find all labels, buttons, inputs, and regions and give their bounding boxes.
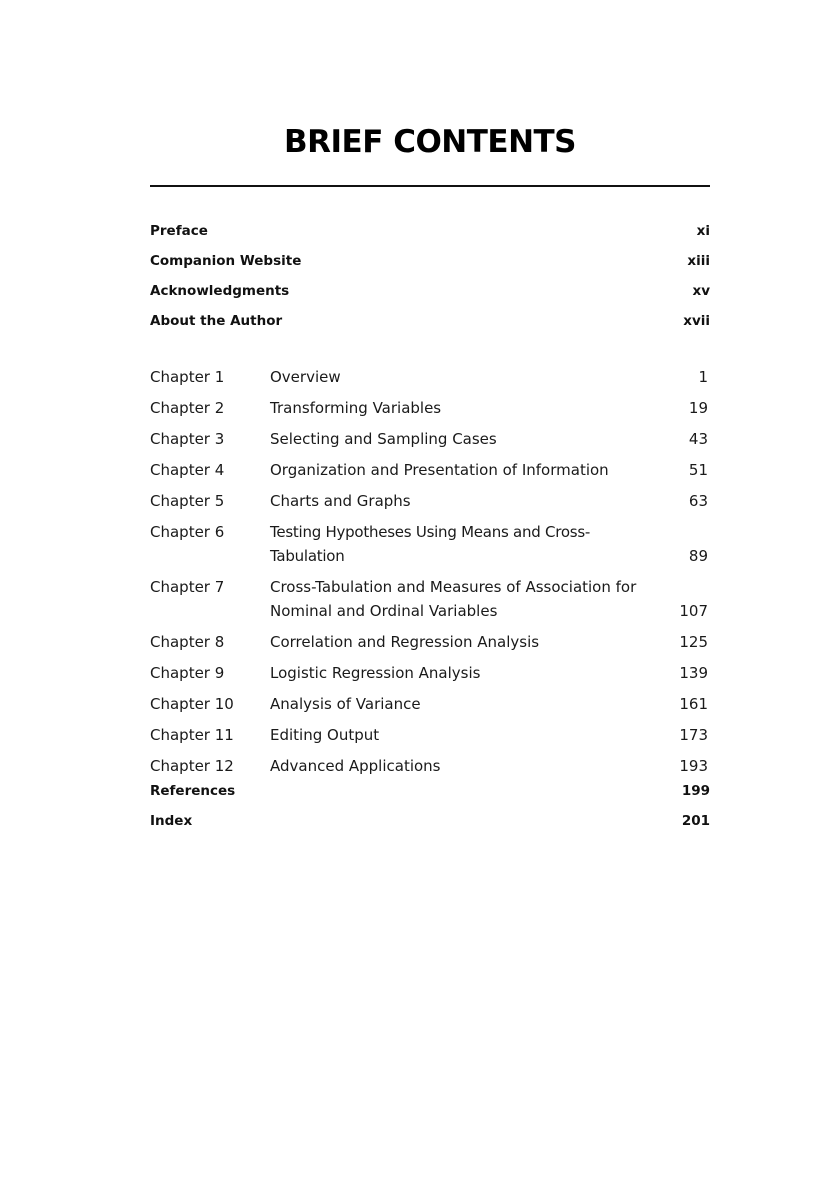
chapter-title: Logistic Regression Analysis bbox=[270, 664, 481, 682]
chapter-page: 63 bbox=[688, 492, 708, 510]
toc-entry-preface[interactable] bbox=[150, 221, 710, 251]
chapter-number: Chapter 7 bbox=[150, 578, 225, 596]
chapter-title: Correlation and Regression Analysis bbox=[270, 633, 540, 651]
chapter-page: 161 bbox=[679, 695, 708, 713]
chapter-number: Chapter 2 bbox=[150, 399, 225, 417]
toc-chapter-5[interactable] bbox=[150, 489, 710, 513]
toc-chapter-1[interactable] bbox=[150, 365, 710, 389]
toc-chapter-4[interactable] bbox=[150, 458, 710, 482]
toc-chapter-11[interactable] bbox=[150, 723, 710, 747]
toc-entry-index[interactable] bbox=[150, 811, 710, 841]
toc-chapter-3[interactable] bbox=[150, 427, 710, 451]
entry-page: 199 bbox=[681, 783, 710, 799]
toc-entry-references[interactable] bbox=[150, 781, 710, 811]
chapter-title: Charts and Graphs bbox=[270, 492, 411, 510]
chapter-page: 107 bbox=[679, 602, 708, 620]
toc-chapter-7[interactable] bbox=[150, 575, 710, 623]
chapter-number: Chapter 9 bbox=[150, 664, 225, 682]
toc-chapter-12[interactable] bbox=[150, 754, 710, 778]
toc-chapter-10[interactable] bbox=[150, 692, 710, 716]
toc-entry-companion-website[interactable] bbox=[150, 251, 710, 281]
entry-label: References bbox=[150, 783, 236, 799]
chapter-number: Chapter 5 bbox=[150, 492, 225, 510]
chapter-page: 193 bbox=[679, 757, 708, 775]
chapter-number: Chapter 1 bbox=[150, 368, 225, 386]
chapter-page: 19 bbox=[688, 399, 708, 417]
chapter-page: 51 bbox=[688, 461, 708, 479]
entry-label: Acknowledgments bbox=[150, 283, 290, 299]
chapter-page: 139 bbox=[679, 664, 708, 682]
entry-page: xiii bbox=[687, 253, 710, 269]
entry-label: Index bbox=[150, 813, 193, 829]
chapter-title: Editing Output bbox=[270, 726, 380, 744]
chapter-title: Advanced Applications bbox=[270, 757, 441, 775]
chapter-title: Organization and Presentation of Information bbox=[270, 461, 609, 479]
chapter-number: Chapter 4 bbox=[150, 461, 225, 479]
chapter-title: Analysis of Variance bbox=[270, 695, 421, 713]
chapter-number: Chapter 3 bbox=[150, 430, 225, 448]
toc-chapter-8[interactable] bbox=[150, 630, 710, 654]
chapter-title: Overview bbox=[270, 368, 341, 386]
toc-entry-acknowledgments[interactable] bbox=[150, 281, 710, 311]
entry-page: 201 bbox=[681, 813, 710, 829]
back-matter-list bbox=[150, 781, 710, 841]
chapter-number: Chapter 10 bbox=[150, 695, 234, 713]
entry-page: xv bbox=[692, 283, 710, 299]
chapter-number: Chapter 8 bbox=[150, 633, 225, 651]
chapter-page: 1 bbox=[698, 368, 708, 386]
chapter-title: Transforming Variables bbox=[270, 399, 442, 417]
chapter-list bbox=[150, 365, 710, 785]
entry-page: xvii bbox=[683, 313, 710, 329]
page-title: BRIEF CONTENTS bbox=[284, 124, 576, 160]
front-matter-list bbox=[150, 221, 710, 341]
toc-chapter-9[interactable] bbox=[150, 661, 710, 685]
toc-chapter-6[interactable] bbox=[150, 520, 710, 568]
chapter-number: Chapter 11 bbox=[150, 726, 234, 744]
entry-page: xi bbox=[696, 223, 710, 239]
chapter-page: 173 bbox=[679, 726, 708, 744]
chapter-title: Testing Hypotheses Using Means and Cross-Tabulation bbox=[270, 523, 591, 565]
chapter-page: 43 bbox=[688, 430, 708, 448]
entry-label: Preface bbox=[150, 223, 208, 239]
chapter-number: Chapter 12 bbox=[150, 757, 234, 775]
chapter-number: Chapter 6 bbox=[150, 523, 225, 541]
entry-label: About the Author bbox=[150, 313, 283, 329]
toc-entry-about-the-author[interactable] bbox=[150, 311, 710, 341]
chapter-title: Cross-Tabulation and Measures of Association for Nominal and Ordinal Variables bbox=[270, 578, 637, 620]
title-divider bbox=[150, 185, 710, 187]
entry-label: Companion Website bbox=[150, 253, 302, 269]
toc-chapter-2[interactable] bbox=[150, 396, 710, 420]
chapter-page: 125 bbox=[679, 633, 708, 651]
chapter-title: Selecting and Sampling Cases bbox=[270, 430, 497, 448]
chapter-page: 89 bbox=[688, 547, 708, 565]
